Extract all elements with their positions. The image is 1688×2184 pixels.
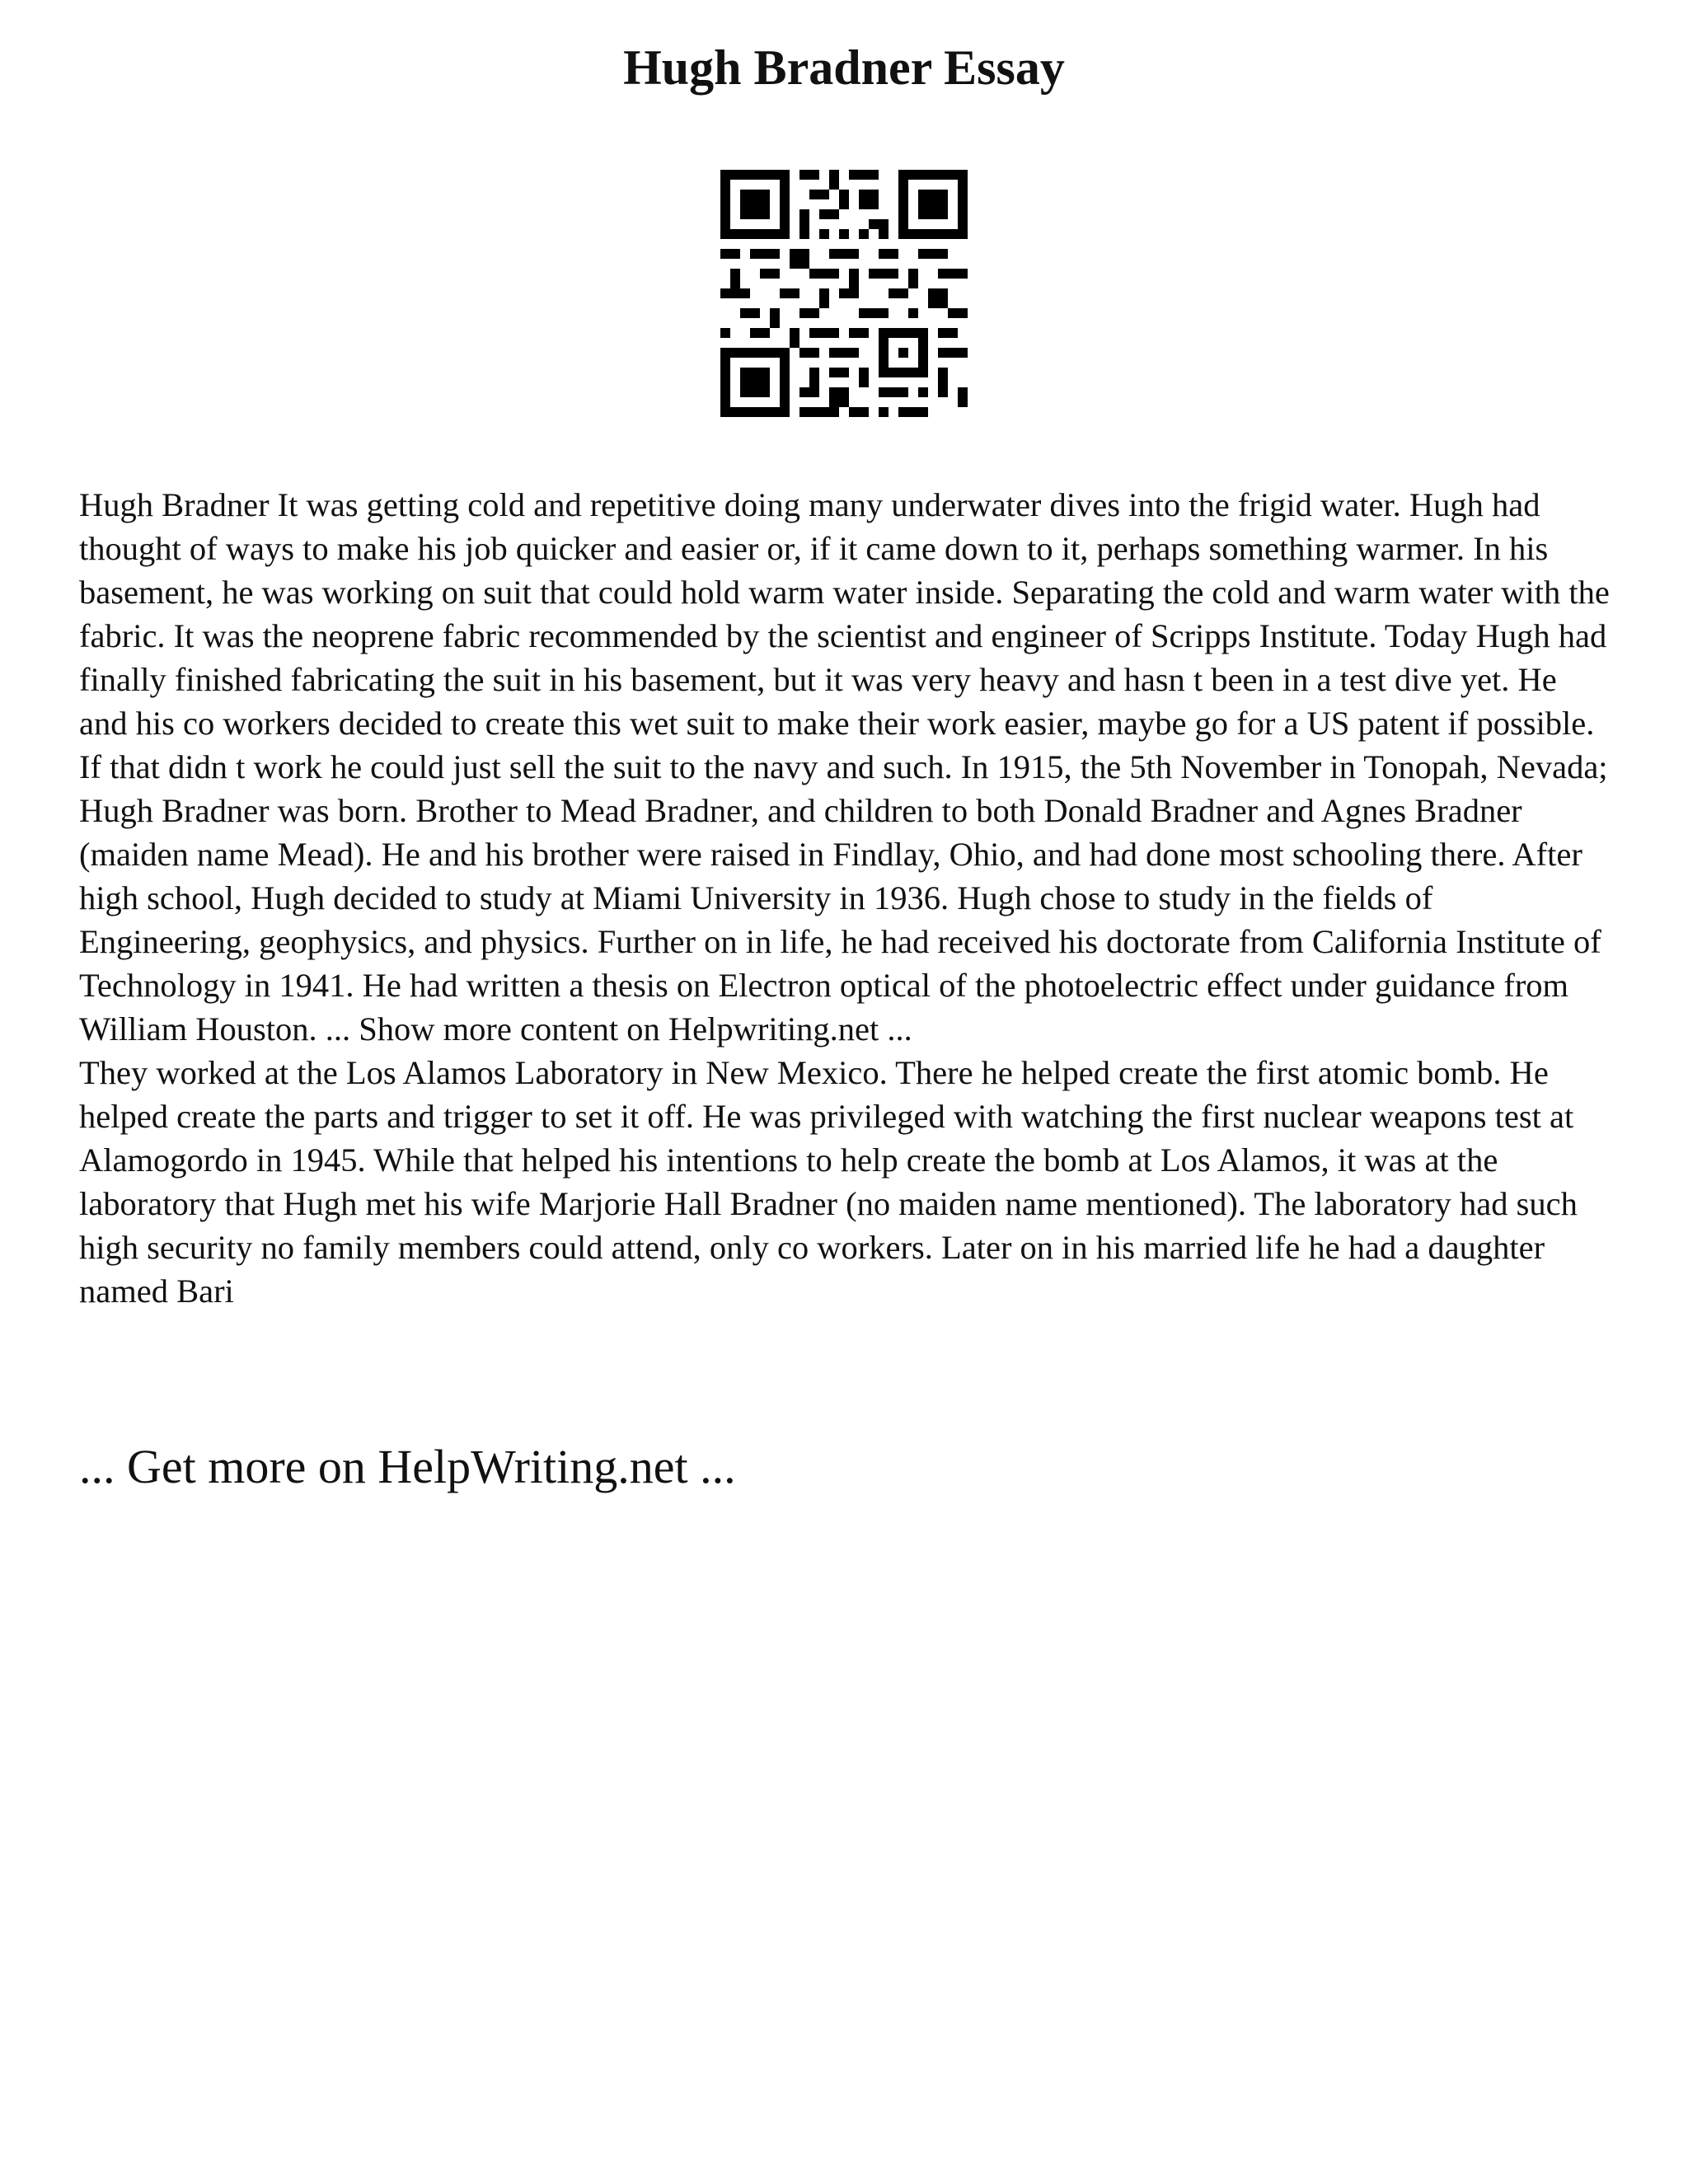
paragraph-2: They worked at the Los Alamos Laboratory in New Mexico. There he helped create the first atomic bomb. He helped create the parts and trigger to set it off. He was privileged with watching the first nuclear weapons test at Alamogordo in 1945. While that helped his intentions to help create the bomb at Los Alamos, it was at the laboratory that Hugh met his wife Marjorie Hall Bradner (no maiden name mentioned). The laboratory had such high security no family members could attend, only co workers. Later on in his married life he had a daughter named Bari (79, 1054, 1578, 1310)
qr-code (720, 170, 968, 417)
qr-code-graphic (720, 170, 968, 417)
paragraph-1: Hugh Bradner It was getting cold and repetitive doing many underwater dives into the frigid water. Hugh had thought of ways to make his job quicker and easier or, if it came down to it, perhaps something warmer. In his basement, he was working on suit that could hold warm water inside. Separating the cold and warm water with the fabric. It was the neoprene fabric recommended by the scientist and engineer of Scripps Institute. Today Hugh had finally finished fabricating the suit in his basement, but it was very heavy and hasn t been in a test dive yet. He and his co workers decided to create this wet suit to make their work easier, maybe go for a US patent if possible. If that didn t work he could just sell the suit to the navy and such. In 1915, the 5th November in Tonopah, Nevada; Hugh Bradner was born. Brother to Mead Bradner, and children to both Donald Bradner and Agnes Bradner (maiden name Mead). He and his brother were raised in Findlay, Ohio, and had done most schooling there. After high school, Hugh decided to study at Miami University in 1936. Hugh chose to study in the fields of Engineering, geophysics, and physics. Further on in life, he had received his doctorate from California Institute of Technology in 1941. He had written a thesis on Electron optical of the photoelectric effect under guidance from William Houston. ... Show more content on Helpwriting.net ... (79, 486, 1610, 1047)
get-more-link[interactable]: ... Get more on HelpWriting.net ... (79, 1440, 736, 1493)
document-title: Hugh Bradner Essay (623, 40, 1065, 95)
essay-body (79, 483, 1612, 1313)
